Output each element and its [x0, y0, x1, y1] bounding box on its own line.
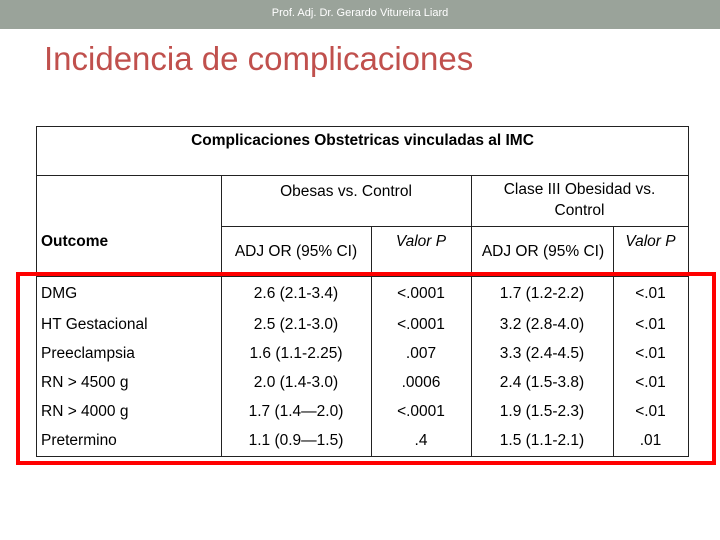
cell-or2: 1.9 (1.5-2.3): [499, 402, 585, 420]
group-header-clase-iii: Clase III Obesidad vs. Control: [503, 181, 656, 219]
slide-title: Incidencia de complicaciones: [44, 40, 474, 77]
cell-p2: <.01: [635, 315, 666, 333]
cell-p1: .007: [405, 344, 437, 362]
cell-or1: 2.0 (1.4-3.0): [253, 373, 339, 391]
cell-outcome: Preeclampsia: [41, 344, 135, 362]
table-caption: Complicaciones Obstetricas vinculadas al IMC: [191, 131, 534, 149]
cell-p1: .0006: [401, 373, 441, 391]
cell-or2: 3.2 (2.8-4.0): [499, 315, 585, 333]
group-header-obesas: Obesas vs. Control: [280, 182, 412, 200]
cell-outcome: DMG: [41, 284, 78, 302]
cell-p2: <.01: [635, 402, 666, 420]
cell-or2: 2.4 (1.5-3.8): [499, 373, 585, 391]
cell-p1: <.0001: [397, 402, 445, 420]
col-header-outcome: Outcome: [41, 232, 109, 250]
cell-p1: <.0001: [397, 315, 445, 333]
cell-outcome: RN > 4500 g: [41, 373, 129, 391]
cell-or2: 3.3 (2.4-4.5): [499, 344, 585, 362]
cell-p1: .4: [414, 431, 428, 449]
cell-p2: <.01: [635, 373, 666, 391]
cell-p2: <.01: [635, 284, 666, 302]
cell-p2: .01: [639, 431, 662, 449]
col-header-p1: Valor P: [395, 232, 447, 250]
cell-or1: 2.6 (2.1-3.4): [253, 284, 339, 302]
cell-p2: <.01: [635, 344, 666, 362]
col-header-or2: ADJ OR (95% CI): [481, 242, 605, 260]
cell-outcome: HT Gestacional: [41, 315, 148, 333]
cell-outcome: RN > 4000 g: [41, 402, 129, 420]
cell-or2: 1.5 (1.1-2.1): [499, 431, 585, 449]
divider: [221, 226, 688, 227]
cell-or1: 2.5 (2.1-3.0): [253, 315, 339, 333]
col-header-p2: Valor P: [625, 232, 676, 250]
cell-or2: 1.7 (1.2-2.2): [499, 284, 585, 302]
cell-or1: 1.1 (0.9—1.5): [248, 431, 344, 449]
cell-or1: 1.7 (1.4—2.0): [248, 402, 344, 420]
cell-outcome: Pretermino: [41, 431, 117, 449]
col-header-or1: ADJ OR (95% CI): [234, 242, 358, 260]
author-label: Prof. Adj. Dr. Gerardo Vitureira Liard: [271, 7, 449, 19]
highlight-box: [16, 272, 716, 465]
cell-or1: 1.6 (1.1-2.25): [249, 344, 343, 362]
cell-p1: <.0001: [397, 284, 445, 302]
